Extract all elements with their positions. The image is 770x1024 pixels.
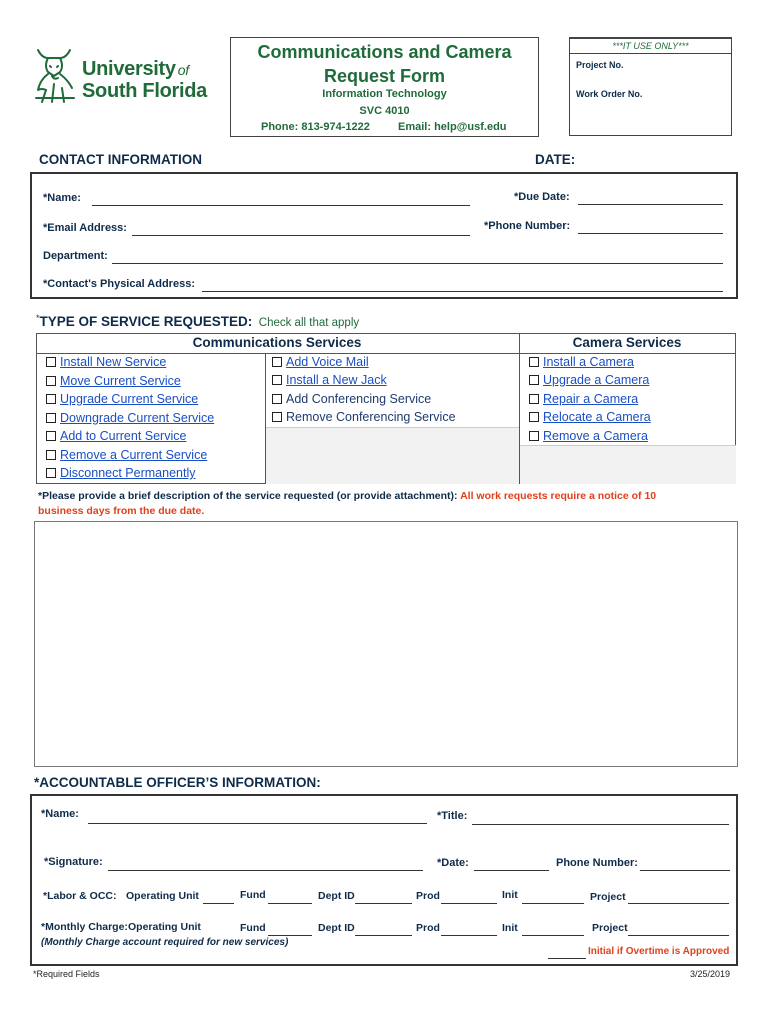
signature-label: *Signature: <box>44 856 103 868</box>
service-asterisk: * <box>36 313 40 323</box>
form-title-line2: Request Form <box>323 66 446 86</box>
checkbox[interactable] <box>529 357 539 367</box>
checkbox[interactable] <box>529 431 539 441</box>
checkbox[interactable] <box>46 376 56 386</box>
it-work-order-label: Work Order No. <box>576 89 643 99</box>
svc-code: SVC 4010 <box>359 105 410 117</box>
department-field[interactable] <box>112 263 723 264</box>
checkbox[interactable] <box>272 357 282 367</box>
checkbox[interactable] <box>46 468 56 478</box>
overtime-initial-field[interactable] <box>548 958 586 959</box>
option-upgrade-camera[interactable]: Upgrade a Camera <box>529 373 649 387</box>
overtime-label: Initial if Overtime is Approved <box>588 946 730 957</box>
checkbox[interactable] <box>529 412 539 422</box>
checkbox[interactable] <box>529 375 539 385</box>
labor-operating-unit-label: Operating Unit <box>126 890 199 902</box>
officer-name-label: *Name: <box>41 808 79 820</box>
labor-prod-label: Prod <box>416 890 440 902</box>
header-phone: Phone: 813-974-1222 <box>261 121 370 133</box>
officer-date-label: *Date: <box>437 857 469 869</box>
service-heading <box>36 313 359 331</box>
option-move-current-service[interactable]: Move Current Service <box>46 374 181 388</box>
officer-title-field[interactable] <box>472 824 729 825</box>
labor-dept-id-field[interactable] <box>355 903 412 904</box>
email-label: *Email Address: <box>43 222 127 234</box>
option-add-voice-mail[interactable]: Add Voice Mail <box>272 355 369 369</box>
option-add-conferencing[interactable]: Add Conferencing Service <box>272 392 431 406</box>
monthly-init-label: Init <box>502 922 518 934</box>
due-date-field[interactable] <box>578 204 723 205</box>
labor-project-label: Project <box>590 891 626 903</box>
checkbox[interactable] <box>46 413 56 423</box>
labor-project-field[interactable] <box>628 903 729 904</box>
email-field[interactable] <box>132 235 470 236</box>
it-use-title: ***IT USE ONLY*** <box>612 41 689 51</box>
logo-university: University <box>82 58 176 80</box>
checkbox[interactable] <box>272 394 282 404</box>
option-remove-conferencing[interactable]: Remove Conferencing Service <box>272 410 456 424</box>
officer-phone-label: Phone Number: <box>556 857 638 869</box>
labor-occ-label: *Labor & OCC: <box>43 890 117 902</box>
camera-services-header: Camera Services <box>572 335 682 350</box>
officer-phone-field[interactable] <box>640 870 730 871</box>
labor-fund-label: Fund <box>240 889 266 901</box>
usf-logo <box>32 44 217 106</box>
dept-name: Information Technology <box>322 88 447 100</box>
monthly-fund-field[interactable] <box>268 935 312 936</box>
checkbox[interactable] <box>529 394 539 404</box>
monthly-charge-label: *Monthly Charge: <box>41 921 128 933</box>
name-label: *Name: <box>43 192 81 204</box>
address-label: *Contact's Physical Address: <box>43 278 195 290</box>
monthly-fund-label: Fund <box>240 922 266 934</box>
comm-services-header: Communications Services <box>192 335 362 350</box>
name-field[interactable] <box>92 205 470 206</box>
due-date-label: *Due Date: <box>514 191 570 203</box>
monthly-prod-label: Prod <box>416 922 440 934</box>
option-install-new-jack[interactable]: Install a New Jack <box>272 373 387 387</box>
required-fields-note: *Required Fields <box>33 969 100 979</box>
contact-heading: CONTACT INFORMATION <box>39 152 202 167</box>
checkbox[interactable] <box>272 375 282 385</box>
option-repair-camera[interactable]: Repair a Camera <box>529 392 638 406</box>
option-add-to-current-service[interactable]: Add to Current Service <box>46 429 186 443</box>
form-title-line1: Communications and Camera <box>257 42 512 62</box>
checkbox[interactable] <box>272 412 282 422</box>
option-remove-camera[interactable]: Remove a Camera <box>529 429 648 443</box>
date-label: DATE: <box>535 152 576 167</box>
description-textarea[interactable] <box>34 521 738 767</box>
monthly-init-field[interactable] <box>522 935 584 936</box>
service-title: TYPE OF SERVICE REQUESTED: <box>39 314 253 329</box>
labor-init-field[interactable] <box>522 903 584 904</box>
option-upgrade-current-service[interactable]: Upgrade Current Service <box>46 392 198 406</box>
labor-dept-id-label: Dept ID <box>318 890 355 902</box>
logo-south-florida: South Florida <box>82 80 207 102</box>
option-remove-current-service[interactable]: Remove a Current Service <box>46 448 207 462</box>
monthly-dept-id-field[interactable] <box>355 935 412 936</box>
header-email: Email: help@usf.edu <box>398 121 507 133</box>
header-box <box>230 37 539 137</box>
it-project-label: Project No. <box>576 60 624 70</box>
option-relocate-camera[interactable]: Relocate a Camera <box>529 410 651 424</box>
checkbox[interactable] <box>46 357 56 367</box>
department-label: Department: <box>43 250 108 262</box>
option-install-new-service[interactable]: Install New Service <box>46 355 166 369</box>
monthly-note: (Monthly Charge account required for new services) <box>41 937 289 948</box>
phone-field[interactable] <box>578 233 723 234</box>
logo-of: of <box>177 62 189 78</box>
description-text: *Please provide a brief description of the service requested (or provide attachment): <box>38 490 458 502</box>
checkbox[interactable] <box>46 431 56 441</box>
address-field[interactable] <box>202 291 723 292</box>
monthly-project-field[interactable] <box>628 935 729 936</box>
signature-field[interactable] <box>108 870 423 871</box>
notice-text-a: All work requests require a notice of 10 <box>460 490 657 502</box>
checkbox[interactable] <box>46 450 56 460</box>
description-prompt <box>38 489 738 519</box>
officer-title-label: *Title: <box>437 810 468 822</box>
form-revision-date: 3/25/2019 <box>690 969 731 979</box>
option-downgrade-current-service[interactable]: Downgrade Current Service <box>46 411 214 425</box>
bull-icon <box>32 44 78 106</box>
labor-prod-field[interactable] <box>441 903 497 904</box>
notice-text-b: business days from the due date. <box>38 505 205 517</box>
option-install-camera[interactable]: Install a Camera <box>529 355 634 369</box>
officer-heading: *ACCOUNTABLE OFFICER’S INFORMATION: <box>34 775 321 790</box>
officer-date-field[interactable] <box>474 870 549 871</box>
officer-name-field[interactable] <box>88 823 427 824</box>
service-sub: Check all that apply <box>258 317 360 329</box>
monthly-dept-id-label: Dept ID <box>318 922 355 934</box>
phone-label: *Phone Number: <box>484 220 571 232</box>
checkbox[interactable] <box>46 394 56 404</box>
labor-init-label: Init <box>502 889 518 901</box>
monthly-operating-unit-label: Operating Unit <box>128 921 201 933</box>
labor-operating-unit-field[interactable] <box>203 903 234 904</box>
labor-fund-field[interactable] <box>268 903 312 904</box>
option-disconnect-permanently[interactable]: Disconnect Permanently <box>46 466 195 480</box>
monthly-prod-field[interactable] <box>441 935 497 936</box>
it-use-box <box>569 37 732 136</box>
monthly-project-label: Project <box>592 922 628 934</box>
